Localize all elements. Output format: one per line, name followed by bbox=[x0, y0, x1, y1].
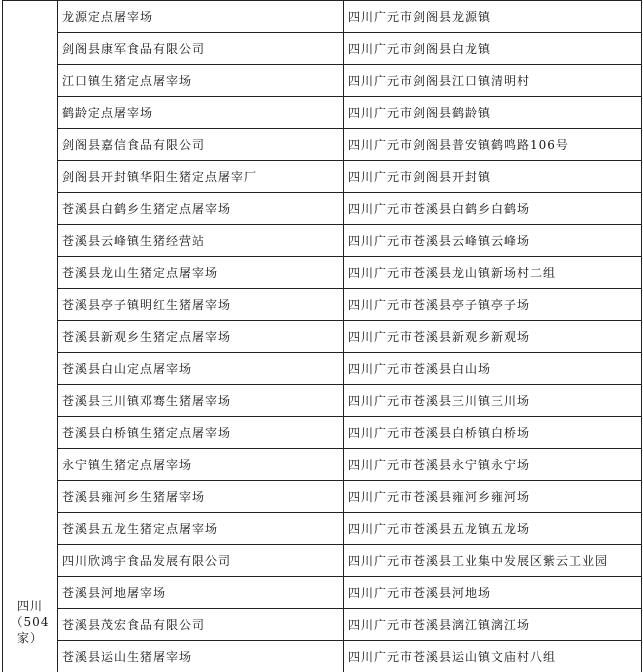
name-cell: 剑阁县开封镇华阳生猪定点屠宰厂 bbox=[58, 161, 344, 193]
name-cell: 苍溪县白鹤乡生猪定点屠宰场 bbox=[58, 193, 344, 225]
name-cell: 苍溪县云峰镇生猪经营站 bbox=[58, 225, 344, 257]
table-row bbox=[3, 1, 642, 33]
table-row bbox=[3, 417, 642, 449]
address-cell: 四川广元市苍溪县河地场 bbox=[344, 577, 642, 609]
address-cell: 四川广元市苍溪县三川镇三川场 bbox=[344, 385, 642, 417]
name-cell: 苍溪县五龙生猪定点屠宰场 bbox=[58, 513, 344, 545]
table-row bbox=[3, 481, 642, 513]
address-cell: 四川广元市苍溪县五龙镇五龙场 bbox=[344, 513, 642, 545]
table-row bbox=[3, 97, 642, 129]
name-cell: 苍溪县亭子镇明红生猪屠宰场 bbox=[58, 289, 344, 321]
address-cell: 四川广元市苍溪县工业集中发展区紫云工业园 bbox=[344, 545, 642, 577]
table-row bbox=[3, 65, 642, 97]
address-cell: 四川广元市苍溪县白鹤乡白鹤场 bbox=[344, 193, 642, 225]
table-row bbox=[3, 545, 642, 577]
address-cell: 四川广元市苍溪县雍河乡雍河场 bbox=[344, 481, 642, 513]
name-cell: 龙源定点屠宰场 bbox=[58, 1, 344, 33]
name-cell: 苍溪县茂宏食品有限公司 bbox=[58, 609, 344, 641]
address-cell: 四川广元市苍溪县新观乡新观场 bbox=[344, 321, 642, 353]
table-row bbox=[3, 609, 642, 641]
name-cell: 苍溪县河地屠宰场 bbox=[58, 577, 344, 609]
table-row bbox=[3, 577, 642, 609]
table-row bbox=[3, 513, 642, 545]
table-row bbox=[3, 385, 642, 417]
table-row bbox=[3, 353, 642, 385]
name-cell: 苍溪县三川镇邓骞生猪屠宰场 bbox=[58, 385, 344, 417]
address-cell: 四川广元市苍溪县白山场 bbox=[344, 353, 642, 385]
province-cell bbox=[3, 1, 58, 672]
address-cell: 四川广元市剑阁县开封镇 bbox=[344, 161, 642, 193]
name-cell: 苍溪县龙山生猪定点屠宰场 bbox=[58, 257, 344, 289]
table-row bbox=[3, 449, 642, 481]
name-cell: 苍溪县新观乡生猪定点屠宰场 bbox=[58, 321, 344, 353]
name-cell: 鹤龄定点屠宰场 bbox=[58, 97, 344, 129]
name-cell: 四川欣鸿宇食品发展有限公司 bbox=[58, 545, 344, 577]
address-cell: 四川广元市苍溪县云峰镇云峰场 bbox=[344, 225, 642, 257]
name-cell: 江口镇生猪定点屠宰场 bbox=[58, 65, 344, 97]
name-cell: 苍溪县白山定点屠宰场 bbox=[58, 353, 344, 385]
address-cell: 四川广元市苍溪县漓江镇漓江场 bbox=[344, 609, 642, 641]
name-cell: 苍溪县雍河乡生猪屠宰场 bbox=[58, 481, 344, 513]
address-cell: 四川广元市剑阁县白龙镇 bbox=[344, 33, 642, 65]
name-cell: 剑阁县嘉信食品有限公司 bbox=[58, 129, 344, 161]
address-cell: 四川广元市苍溪县白桥镇白桥场 bbox=[344, 417, 642, 449]
province-label: 四川（504家） bbox=[10, 599, 50, 645]
table-row bbox=[3, 321, 642, 353]
address-cell: 四川广元市苍溪县亭子镇亭子场 bbox=[344, 289, 642, 321]
table-body bbox=[3, 1, 642, 672]
table-row bbox=[3, 193, 642, 225]
name-cell: 剑阁县康军食品有限公司 bbox=[58, 33, 344, 65]
address-cell: 四川广元市苍溪县运山镇文庙村八组 bbox=[344, 641, 642, 672]
name-cell: 永宁镇生猪定点屠宰场 bbox=[58, 449, 344, 481]
address-cell: 四川广元市苍溪县龙山镇新场村二组 bbox=[344, 257, 642, 289]
address-cell: 四川广元市苍溪县永宁镇永宁场 bbox=[344, 449, 642, 481]
name-cell: 苍溪县白桥镇生猪定点屠宰场 bbox=[58, 417, 344, 449]
address-cell: 四川广元市剑阁县鹤龄镇 bbox=[344, 97, 642, 129]
table-row bbox=[3, 641, 642, 672]
slaughterhouse-table bbox=[2, 0, 642, 672]
address-cell: 四川广元市剑阁县江口镇清明村 bbox=[344, 65, 642, 97]
table-row bbox=[3, 257, 642, 289]
name-cell: 苍溪县运山生猪屠宰场 bbox=[58, 641, 344, 672]
table-row bbox=[3, 289, 642, 321]
address-cell: 四川广元市剑阁县龙源镇 bbox=[344, 1, 642, 33]
table-row bbox=[3, 33, 642, 65]
table-row bbox=[3, 129, 642, 161]
table-row bbox=[3, 161, 642, 193]
address-cell: 四川广元市剑阁县普安镇鹤鸣路106号 bbox=[344, 129, 642, 161]
table-row bbox=[3, 225, 642, 257]
